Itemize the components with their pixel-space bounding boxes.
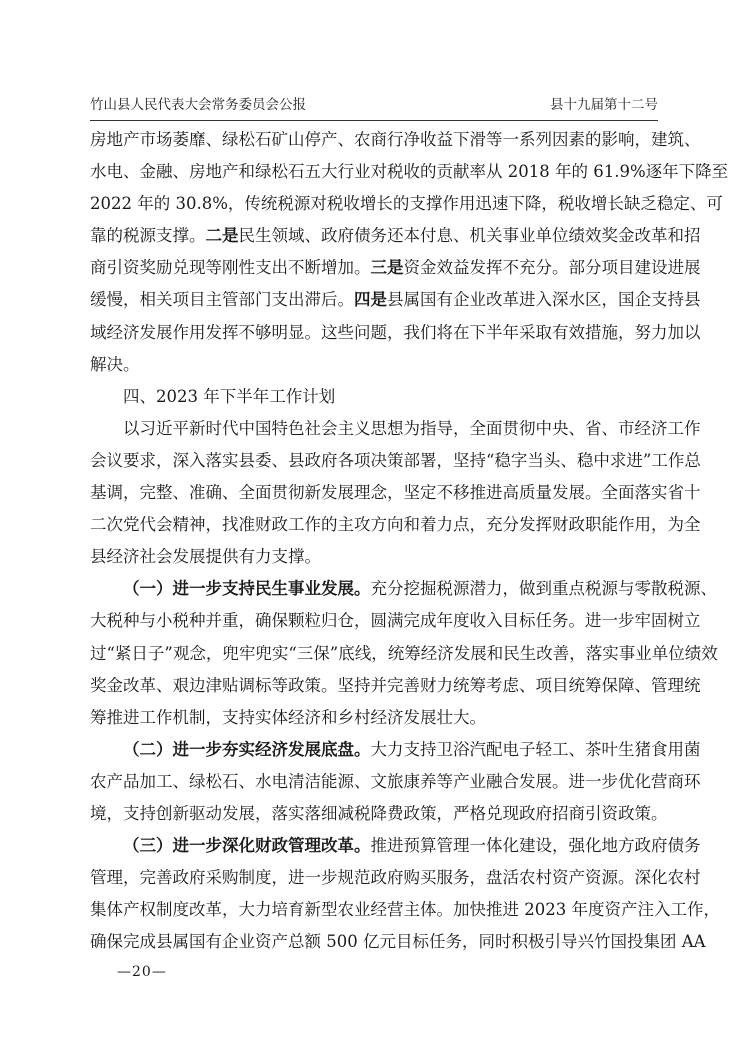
body-line: 县经济社会发展提供有力支撑。 [90, 547, 321, 567]
emphasis-marker: 二是 [205, 226, 239, 246]
subsection-title: （三）进一步深化财政管理改革。 [123, 836, 371, 856]
body-line: 以习近平新时代中国特色社会主义思想为指导，全面贯彻中央、省、市经济工作 [123, 418, 701, 438]
header-publication-title: 竹山县人民代表大会常务委员会公报 [90, 97, 306, 113]
subsection-title: （一）进一步支持民生事业发展。 [123, 579, 371, 599]
body-line: 房地产市场萎靡、绿松石矿山停产、农商行净收益下滑等一系列因素的影响，建筑、 [90, 130, 701, 149]
body-line: 域经济发展作用发挥不够明显。这些问题，我们将在下半年采取有效措施，努力加以 [90, 322, 701, 342]
body-line: 缓慢，相关项目主管部门支出滞后。四是县属国有企业改革进入深水区，国企支持县 [90, 290, 701, 310]
body-line: 2022 年的 30.8%，传统税源对税收增长的支撑作用迅速下降，税收增长缺乏稳定、可 [90, 194, 723, 214]
body-line: 二次党代会精神，找准财政工作的主攻方向和着力点，充分发挥财政职能作用，为全 [90, 515, 701, 535]
subsection-line: （三）进一步深化财政管理改革。推进预算管理一体化建设，强化地方政府债务 [123, 836, 701, 856]
section-heading: 四、2023 年下半年工作计划 [123, 386, 336, 406]
body-line: 农产品加工、绿松石、水电清洁能源、文旅康养等产业融合发展。进一步优化营商环 [90, 771, 701, 791]
subsection-line: （一）进一步支持民生事业发展。充分挖掘税源潜力，做到重点税源与零散税源、 [123, 579, 717, 599]
header-divider [90, 120, 658, 121]
body-line: 境，支持创新驱动发展，落实落细减税降费政策，严格兑现政府招商引资政策。 [90, 803, 668, 823]
body-line: 筹推进工作机制，支持实体经济和乡村经济发展壮大。 [90, 707, 486, 727]
body-line: 解决。 [90, 354, 140, 374]
body-line: 会议要求，深入落实县委、县政府各项决策部署，坚持“稳字当头、稳中求进”工作总 [90, 450, 701, 470]
page-header [90, 97, 658, 117]
emphasis-marker: 四是 [354, 290, 387, 310]
body-line: 基调，完整、准确、全面贯彻新发展理念，坚定不移推进高质量发展。全面落实省十 [90, 483, 701, 503]
body-line: 管理，完善政府采购制度，进一步规范政府购买服务，盘活农村资产资源。深化农村 [90, 868, 701, 888]
body-line: 水电、金融、房地产和绿松石五大行业对税收的贡献率从 2018 年的 61.9%逐年下降至 [90, 162, 729, 182]
body-line: 靠的税源支撑。二是民生领域、政府债务还本付息、机关事业单位绩效奖金改革和招 [90, 226, 701, 246]
body-line: 商引资奖励兑现等刚性支出不断增加。三是资金效益发挥不充分。部分项目建设进展 [90, 258, 701, 278]
document-body [90, 124, 729, 958]
header-issue-number: 县十九届第十二号 [550, 97, 658, 113]
body-line: 集体产权制度改革，大力培育新型农业经营主体。加快推进 2023 年度资产注入工作， [90, 900, 720, 920]
body-line: 奖金改革、艰边津贴调标等政策。坚持并完善财力统筹考虑、项目统筹保障、管理统 [90, 675, 701, 695]
body-line: 过“紧日子”观念，兜牢兜实“三保”底线，统筹经济发展和民生改善，落实事业单位绩效 [90, 643, 718, 663]
emphasis-marker: 三是 [370, 258, 404, 278]
subsection-line: （二）进一步夯实经济发展底盘。大力支持卫浴汽配电子轻工、茶叶生猪食用菌 [123, 739, 701, 759]
body-line: 确保完成县属国有企业资产总额 500 亿元目标任务，同时积极引导兴竹国投集团 AA [90, 932, 706, 952]
page-number: —20— [117, 964, 167, 980]
subsection-title: （二）进一步夯实经济发展底盘。 [123, 739, 371, 759]
body-line: 大税种与小税种并重，确保颗粒归仓，圆满完成年度收入目标任务。进一步牢固树立 [90, 611, 701, 631]
